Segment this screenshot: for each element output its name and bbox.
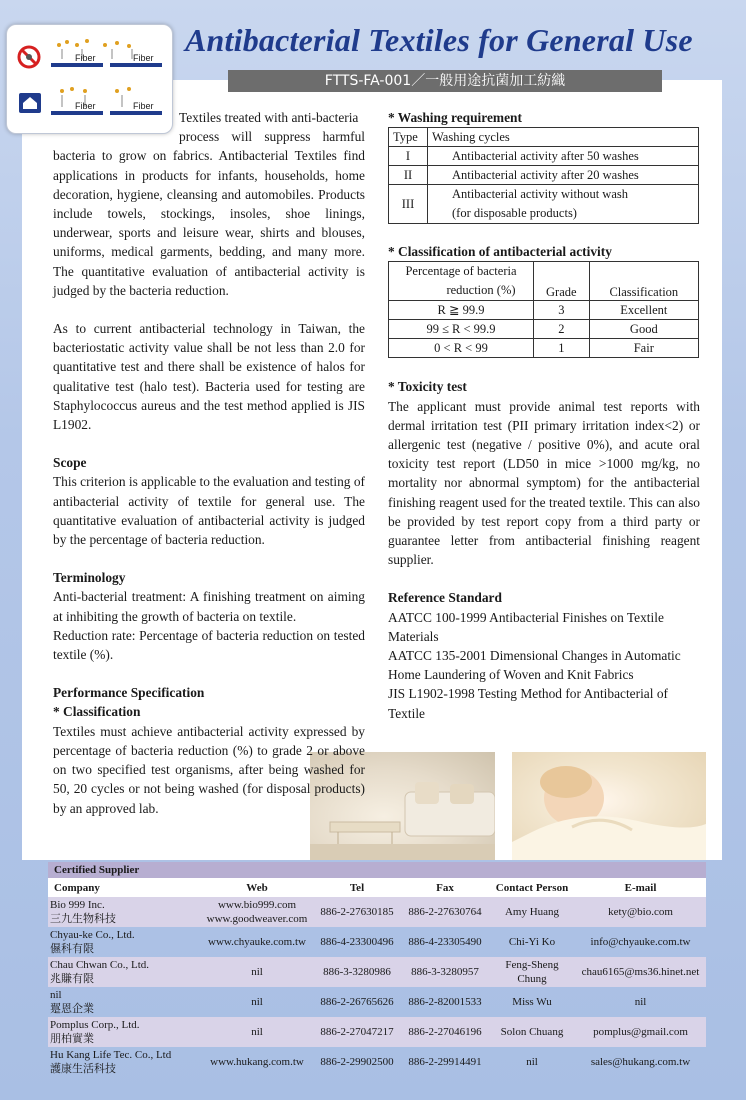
sleeping-baby-icon	[512, 752, 706, 860]
web-cell[interactable]: www.chyauke.com.tw	[208, 936, 306, 948]
left-column	[53, 108, 365, 818]
company-name: nil	[50, 989, 62, 1001]
terminology-heading: Terminology	[53, 570, 126, 586]
table-cell: Antibacterial activity after 50 washes	[428, 147, 699, 166]
contact-cell: Amy Huang	[489, 897, 575, 927]
table-header: Company	[48, 878, 201, 897]
tel-cell: 886-2-27047217	[313, 1017, 401, 1047]
company-name-zh: 護康生活科技	[50, 1063, 116, 1075]
scope-heading: Scope	[53, 455, 87, 471]
web-cell	[201, 897, 313, 927]
web-cell: nil	[251, 996, 263, 1008]
table-cell: I	[389, 147, 428, 166]
washing-heading: * Washing requirement	[388, 110, 522, 125]
contact-cell: Miss Wu	[512, 996, 552, 1008]
table-header: Washing cycles	[428, 128, 699, 147]
grade-col-line-2: reduction (%)	[446, 283, 516, 298]
company-name-zh: 儑科有限	[50, 943, 94, 955]
company-name-zh: 兆賺有限	[50, 973, 94, 985]
certified-supplier-section	[48, 862, 706, 1080]
tel-cell: 886-2-29902500	[320, 1056, 394, 1068]
company-cell	[48, 1047, 201, 1077]
table-header: Contact Person	[489, 878, 575, 897]
table-header: E-mail	[575, 878, 706, 897]
contact-cell: Chi-Yi Ko	[508, 936, 556, 948]
company-name: Chau Chwan Co., Ltd.	[50, 959, 149, 971]
company-name: Pomplus Corp., Ltd.	[50, 1019, 140, 1031]
fax-cell: 886-2-29914491	[408, 1056, 482, 1068]
wash-row-3-line-1: Antibacterial activity without wash	[452, 187, 628, 202]
table-cell: 0 < R < 99	[389, 339, 534, 358]
supplier-table	[48, 878, 706, 1077]
tel-cell: 886-3-3280986	[313, 957, 401, 987]
grade-heading: * Classification of antibacterial activity	[388, 244, 612, 260]
company-cell	[48, 1017, 201, 1047]
company-name: Hu Kang Life Tec. Co., Ltd	[50, 1049, 172, 1061]
fax-cell: 886-2-27630764	[401, 897, 489, 927]
reference-heading: Reference Standard	[388, 590, 502, 606]
table-cell: 1	[534, 339, 590, 358]
reference-item: JIS L1902-1998 Testing Method for Antibacterial of Textile	[388, 686, 668, 721]
email-cell: nil	[634, 996, 647, 1008]
email-cell[interactable]: sales@hukang.com.tw	[590, 1056, 691, 1068]
fiber-label: Fiber	[133, 101, 154, 111]
toxicity-heading: * Toxicity test	[388, 379, 467, 395]
company-cell	[48, 957, 201, 987]
table-cell: 3	[534, 301, 590, 320]
table-row	[48, 1047, 706, 1077]
toxicity-paragraph: The applicant must provide animal test reports with dermal irritation test (PII primary irritation index<2) or allergenic test (negative / positive 0%), and acute oral toxicity test report (LD50 in mice >1000 mg/kg, no mortality nor abnormal symptom) for the antibacterial finishing reagent used for the treated textile. This can also be provided by test report copy from a third party or guarantee letter from antibacterial finishing reagent supplier.	[388, 398, 700, 568]
table-header: Web	[201, 878, 313, 897]
fiber-label: Fiber	[133, 53, 154, 63]
email-cell[interactable]: pomplus@gmail.com	[575, 1017, 706, 1047]
contact-line-2: Chung	[517, 973, 547, 985]
table-row	[48, 927, 706, 957]
table-header: Grade	[534, 262, 590, 301]
company-name-zh: 三九生物科技	[50, 913, 116, 925]
email-cell[interactable]: chau6165@ms36.hinet.net	[575, 957, 706, 987]
table-cell: Fair	[589, 339, 698, 358]
company-cell	[48, 897, 201, 927]
certified-supplier-heading: Certified Supplier	[48, 862, 706, 878]
technology-paragraph: As to current antibacterial technology in Taiwan, the bacteriostatic activity value shall be not less than 2.0 for quantitative test and there shall be existence of halos for qualitative test (halo test). Bacteria used for testing are Staphylococcus aureus and the test method applied is JIS L1902.	[53, 321, 365, 433]
company-name-zh: 朋柏實業	[50, 1033, 94, 1045]
contact-cell	[489, 957, 575, 987]
contact-cell: nil	[526, 1056, 538, 1068]
table-header	[389, 262, 534, 301]
email-cell[interactable]: info@chyauke.com.tw	[590, 936, 691, 948]
terminology-treatment: Anti-bacterial treatment: A finishing treatment on aiming at inhibiting the growth of bacteria on textile.	[53, 589, 365, 624]
washing-table	[388, 127, 699, 224]
table-cell	[428, 185, 699, 224]
performance-heading: Performance Specification	[53, 685, 205, 701]
intro-line-2: process will suppress harmful	[179, 129, 365, 145]
right-column	[388, 108, 700, 723]
terminology-reduction: Reduction rate: Percentage of bacteria reduction on tested textile (%).	[53, 627, 365, 663]
company-cell	[48, 987, 201, 1017]
table-cell: 2	[534, 320, 590, 339]
tel-cell: 886-2-26765626	[320, 996, 394, 1008]
standard-code-bar: FTTS-FA-001／一般用途抗菌加工紡織	[228, 70, 662, 92]
table-row	[48, 987, 706, 1017]
company-name: Bio 999 Inc.	[50, 899, 105, 911]
scope-paragraph: This criterion is applicable to the evaluation and testing of antibacterial activity of textile for general use. The quantitative evaluation of antibacterial activity is judged by the percentage of bacteria reduction.	[53, 474, 365, 548]
fax-cell: 886-2-82001533	[408, 996, 482, 1008]
intro-line-1: Textiles treated with anti-bacteria	[179, 110, 359, 125]
contact-cell: Solon Chuang	[489, 1017, 575, 1047]
web-cell: nil	[201, 1017, 313, 1047]
intro-paragraph: bacteria to grow on fabrics. Antibacterial Textiles find applications in products for infants, households, home decoration, hygiene, cleansing and automobiles. Products include towels, stockings, insoles, shoe linings, underwear, sports and leisure wear, shirts and blouses, uniforms, medical garments, bedding, and many more. The quantitative evaluation of antibacterial activity is judged by the bacteria reduction.	[53, 148, 365, 298]
table-row	[48, 957, 706, 987]
table-cell: Good	[589, 320, 698, 339]
web-cell[interactable]: www.hukang.com.tw	[210, 1056, 304, 1068]
tel-cell: 886-4-23300496	[320, 936, 394, 948]
company-name-zh: 翨恩企業	[50, 1003, 94, 1015]
email-cell[interactable]: kety@bio.com	[575, 897, 706, 927]
web-link[interactable]: www.bio999.com	[217, 899, 297, 911]
table-cell: III	[389, 185, 428, 224]
reference-item: AATCC 100-1999 Antibacterial Finishes on Textile Materials	[388, 609, 664, 644]
table-cell: Excellent	[589, 301, 698, 320]
table-cell: R ≧ 99.9	[389, 301, 534, 320]
page-title: Antibacterial Textiles for General Use	[185, 22, 693, 58]
table-header: Type	[389, 128, 428, 147]
fax-cell: 886-3-3280957	[401, 957, 489, 987]
contact-line-1: Feng-Sheng	[505, 959, 559, 971]
fax-cell: 886-4-23305490	[408, 936, 482, 948]
table-row	[48, 1017, 706, 1047]
web-link[interactable]: www.goodweaver.com	[206, 913, 308, 925]
fiber-label: Fiber	[75, 53, 96, 63]
fiber-label: Fiber	[75, 101, 96, 111]
table-row	[48, 897, 706, 927]
classification-heading: * Classification	[53, 704, 141, 720]
grade-table	[388, 261, 699, 358]
wash-row-3-line-2: (for disposable products)	[452, 206, 577, 221]
fax-cell: 886-2-27046196	[401, 1017, 489, 1047]
web-cell: nil	[201, 957, 313, 987]
table-cell: Antibacterial activity after 20 washes	[428, 166, 699, 185]
company-cell	[48, 927, 201, 957]
table-header: Classification	[589, 262, 698, 301]
table-header: Tel	[313, 878, 401, 897]
baby-photo	[512, 752, 706, 860]
classification-paragraph: Textiles must achieve antibacterial activity expressed by percentage of bacteria reduction (%) to grade 2 or above on two specified test organisms, after being washed for 50, 20 cycles or not being washed (for disposal products) by an approved lab.	[53, 723, 365, 816]
table-cell: II	[389, 166, 428, 185]
grade-col-line-1: Percentage of bacteria	[405, 264, 517, 279]
reference-item: AATCC 135-2001 Dimensional Changes in Automatic Home Laundering of Woven and Knit Fabrics	[388, 648, 681, 683]
company-name: Chyau-ke Co., Ltd.	[50, 929, 135, 941]
table-header: Fax	[401, 878, 489, 897]
tel-cell: 886-2-27630185	[313, 897, 401, 927]
table-cell: 99 ≤ R < 99.9	[389, 320, 534, 339]
